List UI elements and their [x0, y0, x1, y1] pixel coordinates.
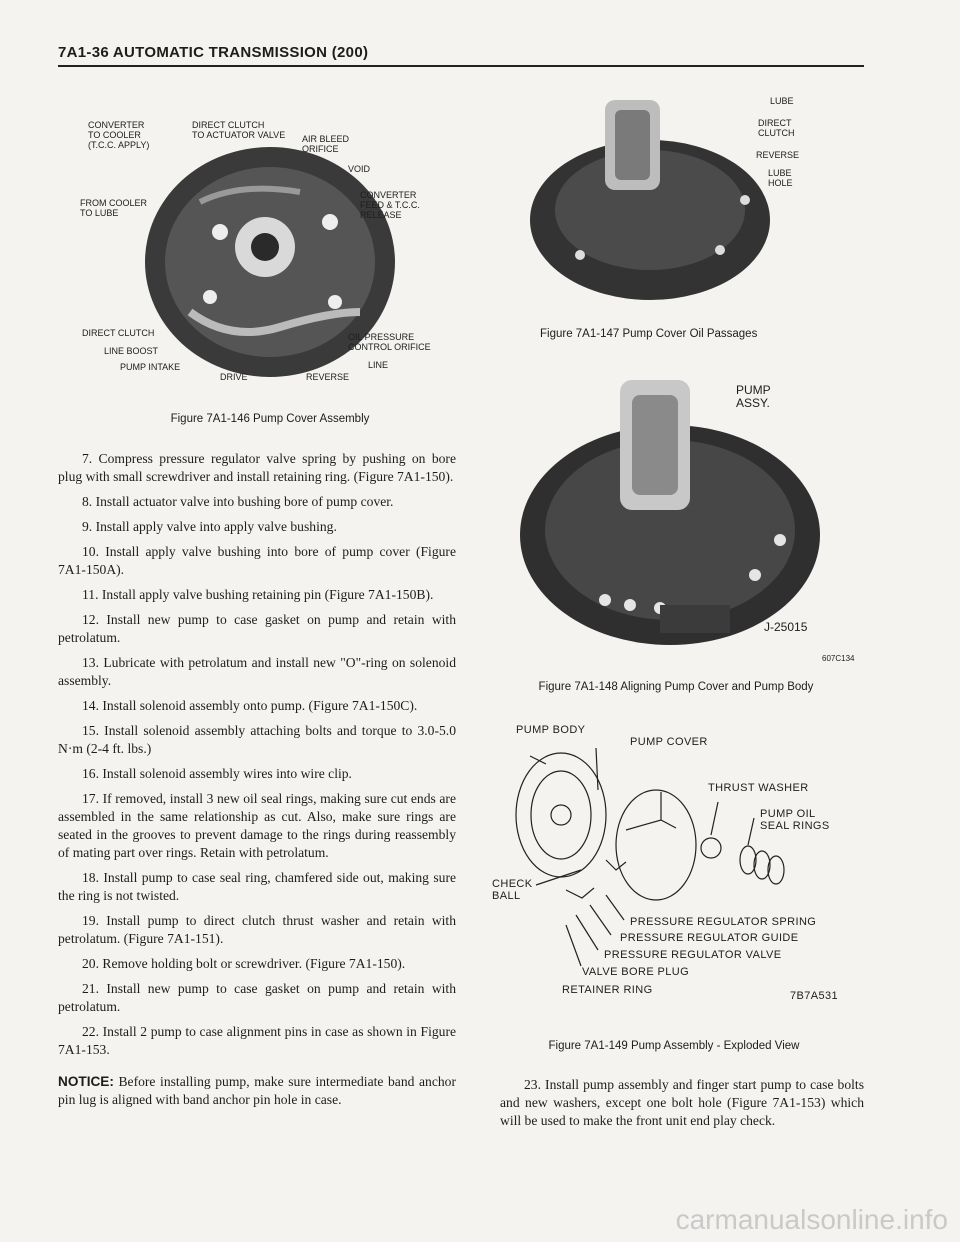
label-149-prv-guide: PRESSURE REGULATOR GUIDE [620, 932, 799, 944]
label-147-direct-clutch: DIRECT CLUTCH [758, 118, 795, 138]
label-void: VOID [348, 164, 371, 174]
label-reverse: REVERSE [306, 372, 350, 382]
step-23: 23. Install pump assembly and finger start pump to case bolts and new washers, except one bolt hole (Figure 7A1-153) which will be used to make the front unit end play check. [500, 1077, 864, 1128]
figure-147-caption: Figure 7A1-147 Pump Cover Oil Passages [540, 328, 758, 340]
header-rule [58, 65, 864, 67]
pump-cover-oil-passages-image [520, 80, 840, 320]
label-from-cooler: FROM COOLER TO LUBE [80, 198, 148, 218]
label-149-code: 7B7A531 [790, 990, 839, 1002]
label-converter-to-cooler: CONVERTER TO COOLER (T.C.C. APPLY) [88, 120, 150, 150]
step-21: 21. Install new pump to case gasket on pump and retain with petrolatum. [58, 981, 456, 1014]
step-11: 11. Install apply valve bushing retaining pin (Figure 7A1-150B). [82, 587, 434, 602]
label-line-boost: LINE BOOST [104, 346, 159, 356]
label-147-lube-hole: LUBE HOLE [768, 168, 793, 188]
label-149-prv-valve: PRESSURE REGULATOR VALVE [604, 949, 782, 961]
figure-148-caption: Figure 7A1-148 Aligning Pump Cover and Pump Body [538, 681, 814, 693]
step-15: 15. Install solenoid assembly attaching bolts and torque to 3.0-5.0 N·m (2-4 ft. lbs.) [58, 723, 456, 756]
label-oil-pressure: OIL PRESSURE CONTROL ORIFICE [348, 332, 431, 352]
step-9: 9. Install apply valve into apply valve bushing. [82, 519, 337, 534]
notice-text: Before installing pump, make sure intermediate band anchor pin lug is aligned with band anchor pin hole in case. [58, 1074, 456, 1107]
pump-cover-assembly-image [80, 112, 460, 402]
step-18: 18. Install pump to case seal ring, chamfered side out, making sure the ring is not twisted. [58, 870, 456, 903]
label-direct-clutch-actuator: DIRECT CLUTCH TO ACTUATOR VALVE [192, 120, 286, 140]
notice-label: NOTICE: [58, 1074, 114, 1089]
label-147-reverse: REVERSE [756, 150, 800, 160]
step-16: 16. Install solenoid assembly wires into wire clip. [82, 766, 352, 781]
step-22: 22. Install 2 pump to case alignment pins in case as shown in Figure 7A1-153. [58, 1024, 456, 1057]
watermark: carmanualsonline.info [675, 1204, 948, 1235]
label-pump-intake: PUMP INTAKE [120, 362, 181, 372]
step-13: 13. Lubricate with petrolatum and install new "O"-ring on solenoid assembly. [58, 655, 456, 688]
step-8: 8. Install actuator valve into bushing bore of pump cover. [82, 494, 394, 509]
label-149-pump-oil-seal: PUMP OIL SEAL RINGS [760, 808, 830, 832]
step-17: 17. If removed, install 3 new oil seal rings, making sure cut ends are assembled in the same relationship as cut. Also, make sure rings are seated in the grooves to prevent damage to the rings during reassembly of mating part over rings. Retain with petrolatum. [58, 791, 456, 860]
label-149-pump-body: PUMP BODY [516, 724, 586, 736]
page-header: 7A1-36 AUTOMATIC TRANSMISSION (200) [58, 44, 369, 61]
label-149-check-ball: CHECK BALL [492, 878, 533, 902]
step-14: 14. Install solenoid assembly onto pump. (Figure 7A1-150C). [82, 698, 418, 713]
label-drive: DRIVE [220, 372, 248, 382]
steps-right-column [500, 1076, 864, 1137]
label-air-bleed: AIR BLEED ORIFICE [302, 134, 350, 154]
steps-left-column [58, 450, 456, 1116]
step-20: 20. Remove holding bolt or screwdriver. (Figure 7A1-150). [82, 956, 406, 971]
notice-paragraph [58, 1073, 456, 1109]
label-148-code: 607C134 [822, 654, 855, 663]
label-149-prv-spring: PRESSURE REGULATOR SPRING [630, 916, 817, 928]
label-converter-feed: CONVERTER FEED & T.C.C. RELEASE [360, 190, 420, 220]
label-direct-clutch: DIRECT CLUTCH [82, 328, 155, 338]
figure-147 [520, 80, 840, 320]
label-line: LINE [368, 360, 389, 370]
step-7: 7. Compress pressure regulator valve spring by pushing on bore plug with small screwdriver and install retaining ring. (Figure 7A1-150). [58, 451, 456, 484]
label-148-pump-assy: PUMP ASSY. [736, 383, 771, 410]
figure-146-caption: Figure 7A1-146 Pump Cover Assembly [170, 413, 370, 425]
figure-149-caption: Figure 7A1-149 Pump Assembly - Exploded View [548, 1040, 800, 1052]
label-149-pump-cover: PUMP COVER [630, 736, 708, 748]
figure-146 [80, 112, 460, 402]
label-148-tool: J-25015 [764, 620, 808, 634]
aligning-pump-image [510, 360, 860, 660]
label-147-lube: LUBE [770, 96, 794, 106]
step-12: 12. Install new pump to case gasket on pump and retain with petrolatum. [58, 612, 456, 645]
label-149-retainer: RETAINER RING [562, 984, 653, 996]
step-10: 10. Install apply valve bushing into bore of pump cover (Figure 7A1-150A). [58, 544, 456, 577]
step-19: 19. Install pump to direct clutch thrust washer and retain with petrolatum. (Figure 7A1-151). [58, 913, 456, 946]
label-149-bore-plug: VALVE BORE PLUG [582, 966, 690, 978]
label-149-thrust-washer: THRUST WASHER [708, 782, 809, 794]
figure-149 [486, 720, 876, 1020]
figure-148 [510, 360, 860, 663]
